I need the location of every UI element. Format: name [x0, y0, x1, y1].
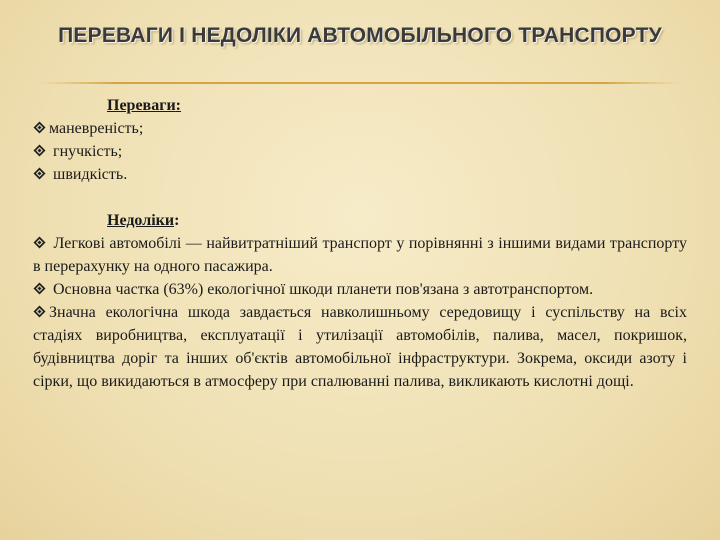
disadvantages-heading-text: Недоліки	[107, 212, 175, 229]
list-item	[33, 117, 687, 140]
disadvantage-item: Легкові автомобілі — найвитратніший транспорт у порівнянні з іншими видами транспорту в перерахунку на одного пасажира.	[33, 235, 687, 275]
slide-content	[33, 94, 687, 393]
advantage-item: маневреність;	[49, 120, 144, 137]
diamond-bullet-icon	[33, 279, 46, 292]
advantages-heading-colon: :	[175, 97, 181, 114]
disadvantage-item: Основна частка (63%) екологічної шкоди планети пов'язана з автотранспортом.	[49, 281, 594, 298]
diamond-bullet-icon	[33, 141, 46, 154]
advantage-item: швидкість.	[49, 166, 128, 183]
diamond-bullet-icon	[33, 164, 46, 177]
diamond-bullet-icon	[33, 233, 46, 246]
advantages-heading	[33, 94, 687, 117]
list-item	[33, 278, 687, 301]
list-item	[33, 232, 687, 278]
title-divider	[40, 82, 680, 84]
disadvantages-heading	[33, 209, 687, 232]
advantages-heading-text: Переваги	[107, 97, 176, 114]
advantage-item: гнучкість;	[49, 143, 123, 160]
list-item	[33, 301, 687, 393]
list-item	[33, 140, 687, 163]
list-item	[33, 163, 687, 186]
spacer	[33, 186, 687, 209]
diamond-bullet-icon	[33, 302, 46, 315]
disadvantages-heading-colon: :	[174, 212, 180, 229]
diamond-bullet-icon	[33, 118, 46, 131]
slide-title: ПЕРЕВАГИ І НЕДОЛІКИ АВТОМОБІЛЬНОГО ТРАНСПОРТУ	[58, 24, 662, 47]
disadvantage-item: Значна екологічна шкода завдається навколишньому середовищу і суспільству на всіх стадіях виробництва, експлуатації і утилізації автомобілів, палива, масел, покришок, будівництва доріг та інших об'єктів автомобільної інфраструктури. Зокрема, оксиди азоту і сірки, що викидаються в атмосферу при спалюванні палива, викликають кислотні дощі.	[33, 304, 687, 390]
